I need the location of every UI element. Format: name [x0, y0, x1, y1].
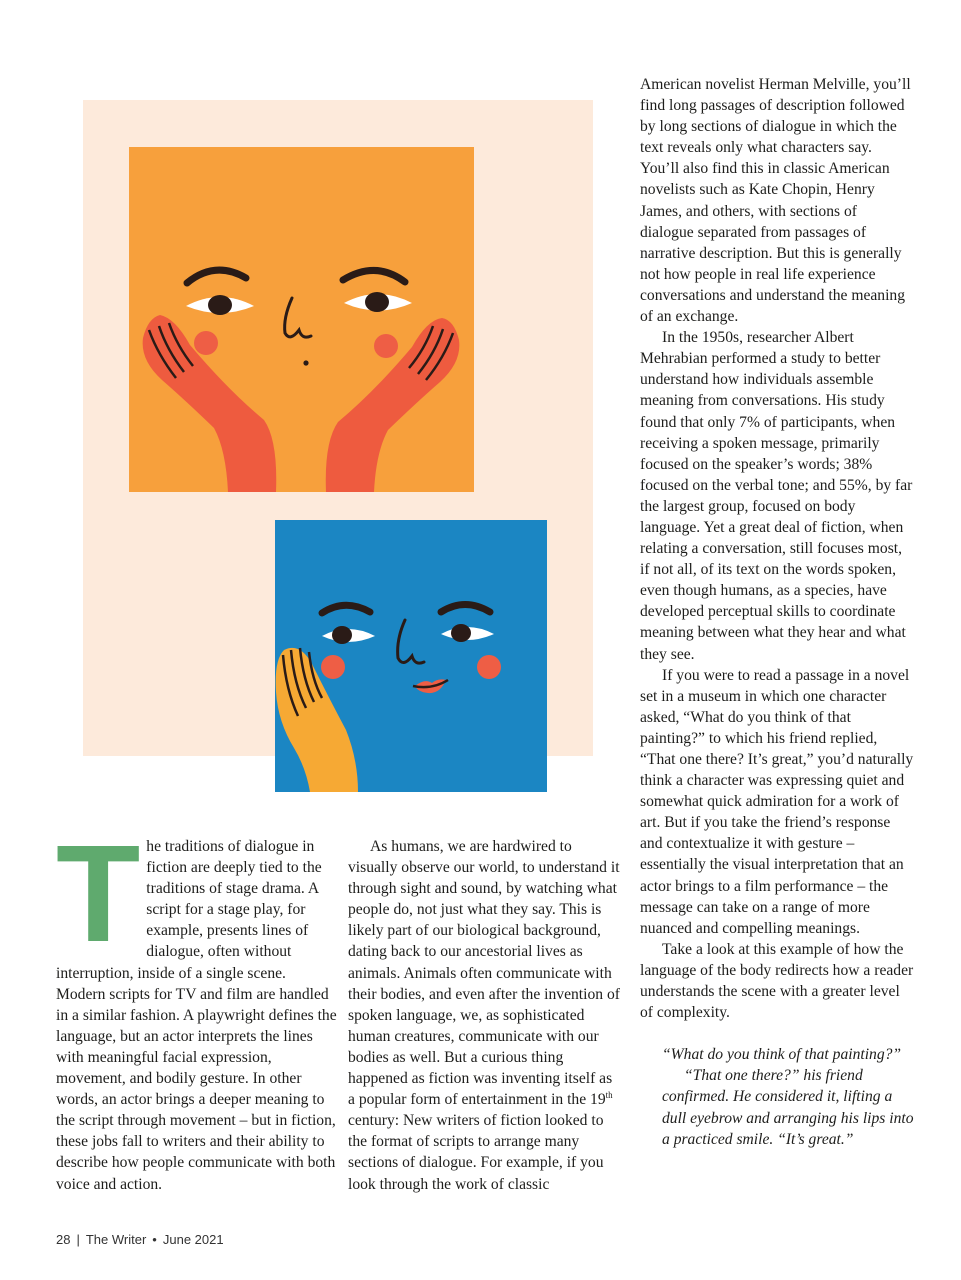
paragraph-text: As humans, we are hardwired to visually observe our world, to understand it through sight and sound, by watching what people do, not just what they say. This is likely part of our biological background, dating back to our ancestorial lives as animals. Animals often communicate with their bodies, and even after the invention of spoken language, we, as sophisticated human creatures, communicate with our bodies as well. But a curious thing happened as fiction was inventing itself as a popular form of entertainment in the 19: [348, 838, 620, 1109]
quote-paragraph: “What do you think of that painting?”: [662, 1046, 902, 1064]
issue-date: June 2021: [162, 1232, 224, 1247]
face-blue-icon: [275, 520, 547, 792]
article-paragraph: Take a look at this example of how the language of the body redirects how a reader understands the scene with a greater level of complexity.: [640, 940, 914, 1022]
page-number: 28: [56, 1232, 71, 1247]
article-paragraph: In the 1950s, researcher Albert Mehrabian performed a study to better understand how individuals assemble meaning from conversations. His study found that only 7% of participants, when receiving a spoken message, primarily focused on the speaker’s words; 38% focused on the verbal tone; and 55%, by far the largest group, focused on body language. Yet a great deal of fiction, when relating a conversation, still focuses most, if not all, of its text on the words spoken, even though humans, as a species, have developed perceptual skills to coordinate meaning between what they hear and what they see.: [640, 329, 913, 663]
article-paragraph: [348, 836, 622, 1195]
example-quote: [640, 1044, 914, 1149]
paragraph-text: century: New writers of fiction looked to the format of scripts to arrange many sections of dialogue. For example, if you look through the work of classic: [348, 1112, 604, 1193]
article-paragraph: If you were to read a passage in a novel set in a museum in which one character asked, “What do you think of that painting?” to which his friend replied, “That one there? It’s great,” you’d naturally think a character was expressing quiet and somewhat quick admiration for a work of art. But if you take the friend’s response and contextualize it with gesture – essentially the visual interpretation that an actor brings to a film performance – the message can take on a range of more nuanced and compelling meanings.: [640, 666, 914, 937]
paragraph-text: he traditions of dialogue in fiction are deeply tied to the traditions of stage drama. A script for a stage play, for example, presents lines of dialogue, often without interruption, inside of a single scene. Modern scripts for TV and film are handled in a similar fashion. A playwright defines the language, but an actor interprets the lines with meaningful facial expression, movement, and bodily gesture. In other words, an actor brings a deeper meaning to the script through movement – but in fiction, these jobs fall to writers and their ability to describe how people communicate with both voice and action.: [56, 838, 337, 1193]
article-column-1: [56, 817, 338, 1195]
page-footer: [56, 1232, 224, 1247]
article-paragraph: [56, 817, 338, 1195]
superscript: th: [605, 1089, 613, 1100]
face-orange-icon: [129, 147, 474, 492]
publication-name: The Writer: [85, 1232, 147, 1247]
footer-divider: |: [76, 1232, 80, 1247]
article-column-2: [348, 836, 622, 1195]
footer-bullet: •: [152, 1232, 157, 1247]
quote-paragraph: “That one there?” his friend confirmed. He considered it, lifting a dull eyebrow and arranging his lips into a practiced smile. “It’s great.”: [662, 1067, 914, 1148]
article-column-3: [640, 74, 914, 1150]
drop-cap: T: [56, 817, 141, 971]
article-paragraph: American novelist Herman Melville, you’ll find long passages of description followed by long sections of dialogue in which the text reveals only what characters say. You’ll also find this in classic American novelists such as Kate Chopin, Henry James, and others, with sections of dialogue separated from passages of narrative description. But this is generally not how people in real life experience conversations and understand the meaning of an exchange.: [640, 76, 911, 326]
